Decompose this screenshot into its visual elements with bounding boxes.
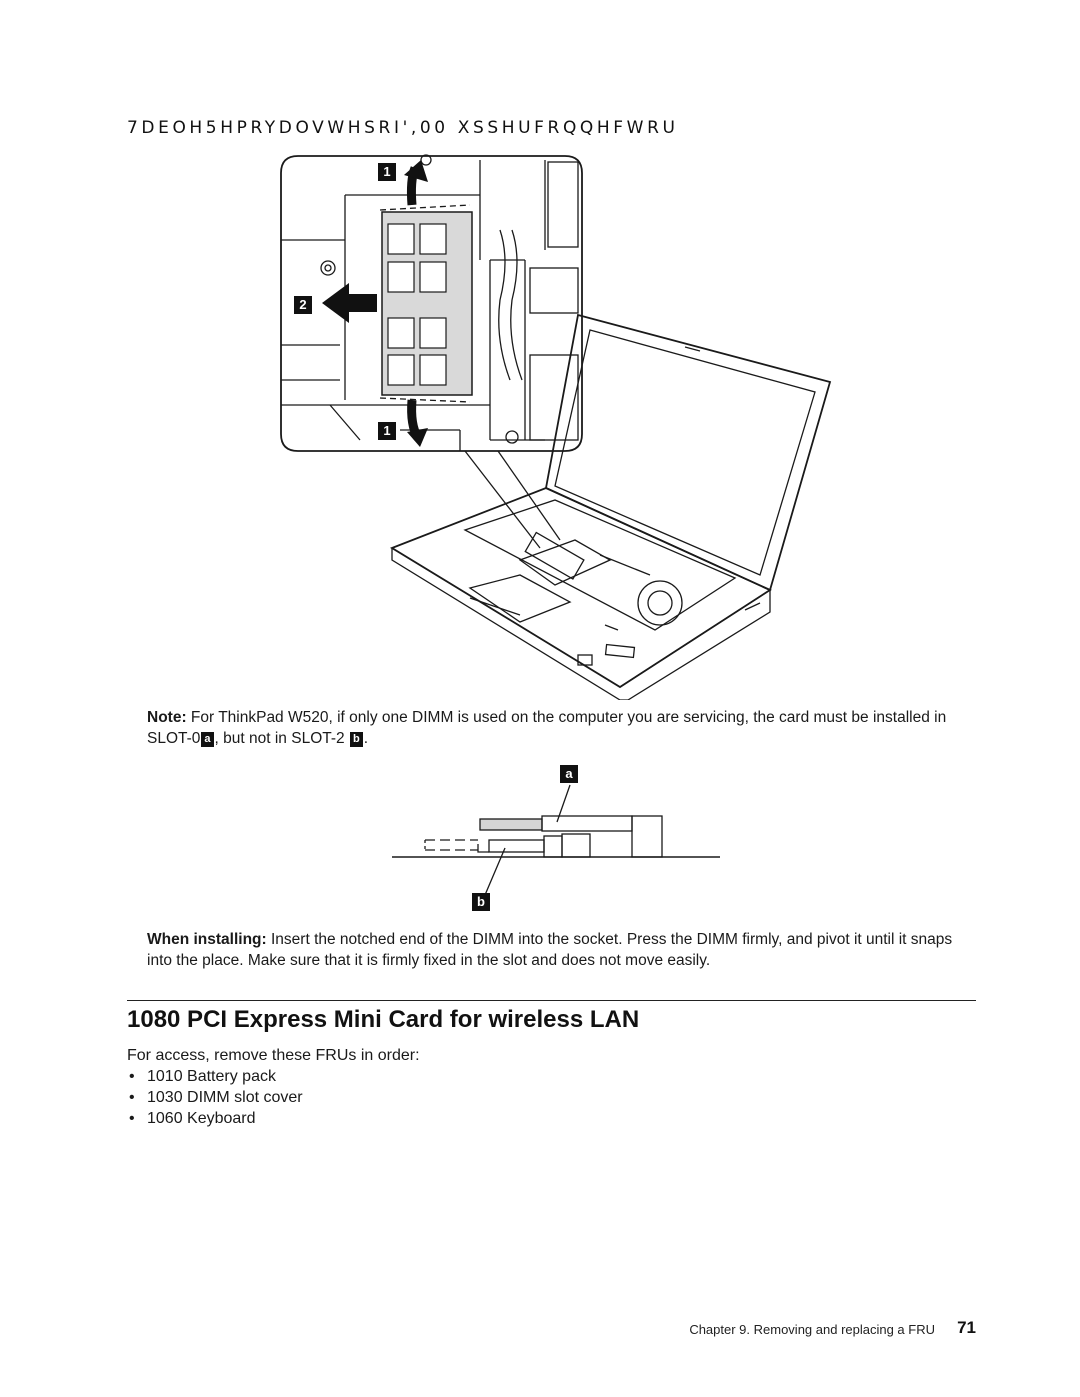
fru-list xyxy=(127,1066,303,1129)
section-title: 1080 PCI Express Mini Card for wireless LAN xyxy=(127,1006,640,1033)
callout-1-bottom: 1 xyxy=(378,422,396,440)
installing-label: When installing: xyxy=(147,931,267,948)
slot-label-b: b xyxy=(472,893,490,911)
section-divider xyxy=(127,1000,976,1001)
installing-text: Insert the notched end of the DIMM into the socket. Press the DIMM firmly, and pivot it until it snaps into the place. Make sure that it is firmly fixed in the slot and does not move easily. xyxy=(147,931,953,969)
note-slot2: , but not in SLOT-2 xyxy=(214,730,345,747)
note-text: For ThinkPad W520, if only one DIMM is used on the computer you are servicing, the card must be installed in xyxy=(190,709,947,726)
slot-a-badge: a xyxy=(201,732,213,747)
note-end: . xyxy=(363,730,369,747)
note-label: Note: xyxy=(147,709,187,726)
list-item: • 1010 Battery pack xyxy=(127,1066,303,1087)
list-item: • 1030 DIMM slot cover xyxy=(127,1087,303,1108)
slot-b-badge: b xyxy=(350,732,363,747)
procedure-heading: 7DEOH5HPRYDOVWHSRI',00 XSSHUFRQQHFWRU xyxy=(127,118,679,138)
note-slot0: SLOT-0 xyxy=(147,730,201,747)
page-number: 71 xyxy=(957,1318,976,1337)
fru-order-lead: For access, remove these FRUs in order: xyxy=(127,1047,420,1064)
list-item: • 1060 Keyboard xyxy=(127,1108,303,1129)
installing-paragraph xyxy=(147,929,967,971)
callout-2: 2 xyxy=(294,296,312,314)
slot-label-a: a xyxy=(560,765,578,783)
callout-1-top: 1 xyxy=(378,163,396,181)
footer-chapter: Chapter 9. Removing and replacing a FRU xyxy=(689,1322,935,1337)
